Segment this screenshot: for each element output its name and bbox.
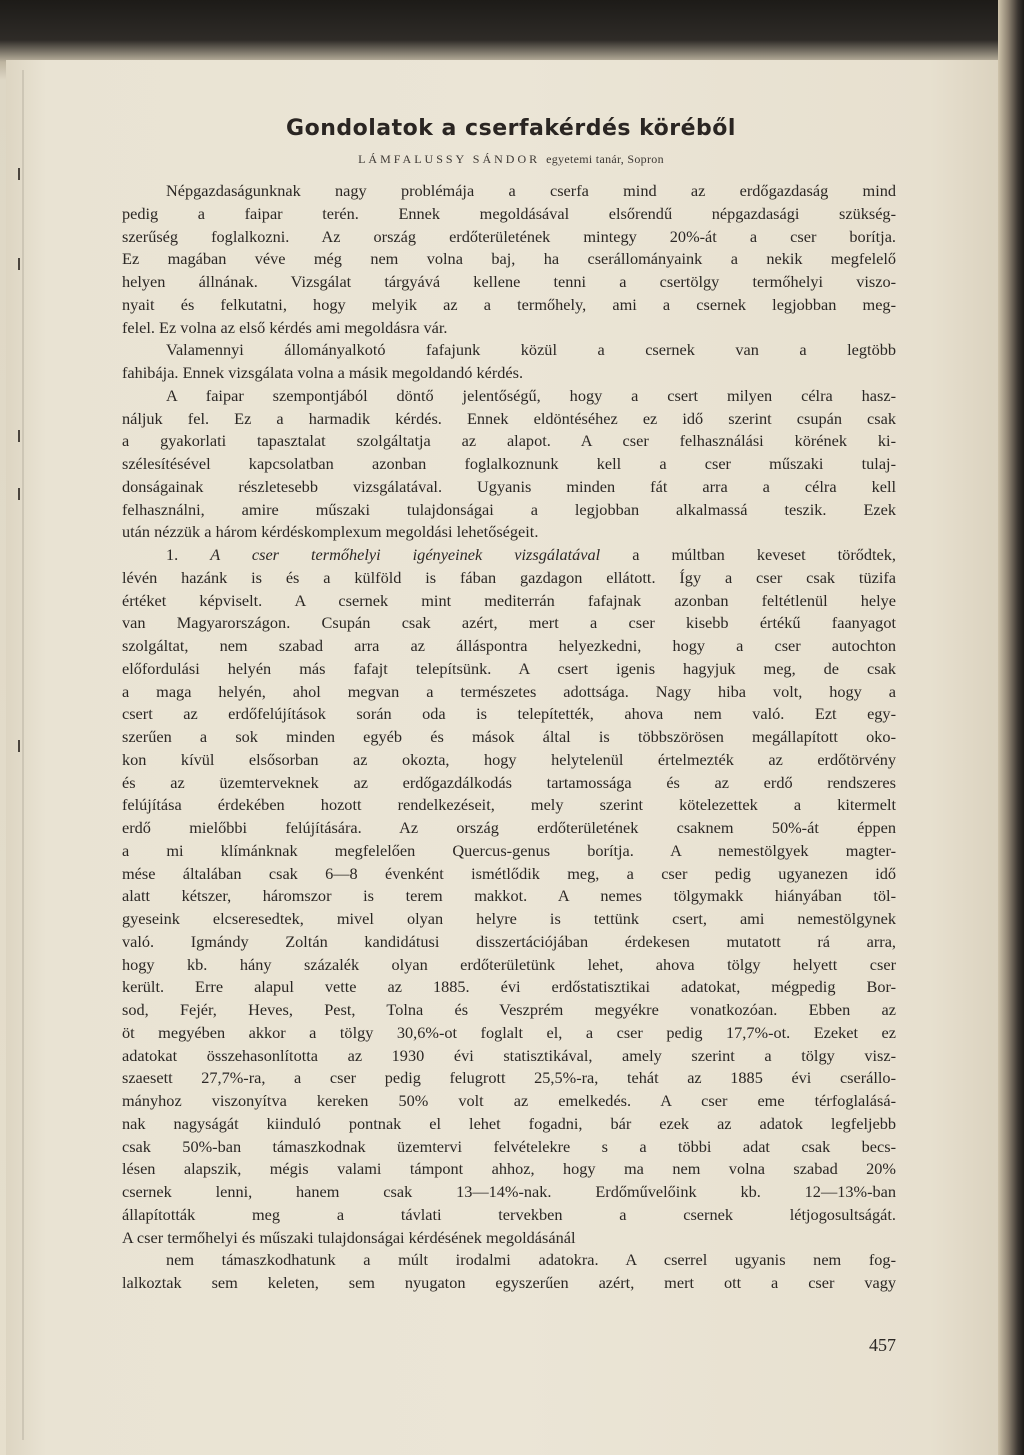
article-title: Gondolatok a cserfakérdés köréből — [286, 116, 736, 141]
text-line: Népgazdaságunknak nagy problémája a cserfa mind az erdőgazdaság mind — [166, 181, 896, 200]
article-body — [122, 180, 896, 1295]
text-line: öt megyében akkor a tölgy 30,6%-ot foglalt el, a cser pedig 17,7%-ot. Ezeket ez — [122, 1022, 896, 1042]
text-line: A faipar szempontjából döntő jelentőségű, hogy a csert milyen célra hasz- — [166, 385, 896, 405]
text-line: után nézzük a három kérdéskomplexum megoldási lehetőségeit. — [122, 522, 539, 542]
text-line: felhasználni, amire műszaki tulajdonságai a legjobban alkalmassá teszik. Ezek — [122, 499, 896, 519]
text-line: van Magyarországon. Csupán csak azért, mert a cser kisebb értékű faanyagot — [122, 613, 896, 633]
gutter-mark — [18, 168, 20, 180]
text-line: szerűség foglalkozni. Az ország erdőterületének mintegy 20%-át a cser borítja. — [122, 226, 896, 246]
text-line: Ez magában véve még nem volna baj, ha cserállományaink a nekik megfelelő — [122, 249, 896, 269]
text-line: a gyakorlati tapasztalat szolgáltatja az alapot. A cser felhasználási körének ki- — [122, 431, 896, 451]
text-line: gyeseink elcseresedtek, mivel olyan helyre is tettünk csert, ami nemestölgynek — [122, 909, 896, 928]
text-line: előfordulási helyén más fafajt telepítsünk. A csert igenis hagyjuk meg, de csak — [122, 658, 896, 678]
text-line: hogy kb. hány százalék olyan erdőterületünk lehet, ahova tölgy helyett cser — [122, 954, 896, 974]
gutter-mark — [18, 740, 20, 752]
author-name: LÁMFALUSSY SÁNDOR — [358, 152, 541, 166]
text-line: sod, Fejér, Heves, Pest, Tolna és Veszprém megyékre vonatkozóan. Ebben az — [122, 1000, 896, 1019]
text-line: csak 50%-ban támaszkodnak üzemtervi felvételekre s a többi adat csak becs- — [122, 1136, 896, 1156]
binding-edge — [22, 70, 24, 1440]
text-line: értéket képviselt. A csernek mint mediterrán fafajnak azonban feltétlenül helye — [122, 590, 896, 610]
text-line: pedig a faipar terén. Ennek megoldásával elsőrendű népgazdasági szükség- — [122, 203, 896, 223]
text-line: nem támaszkodhatunk a múlt irodalmi adatokra. A cserrel ugyanis nem fog- — [166, 1250, 896, 1270]
text-line: csert az erdőfelújítások során oda is telepítették, ahova nem való. Ezt egy- — [122, 704, 896, 724]
text-line: erdő mielőbbi felújítására. Az ország erdőterületének csaknem 50%-át éppen — [122, 818, 896, 837]
section-number: 1. — [166, 545, 179, 564]
text-line: szerűen a sok minden egyéb és mások által is többszörösen megállapított oko- — [122, 727, 896, 746]
text-line: szolgáltat, nem szabad arra az álláspontra helyezkedni, hogy a cser autochton — [122, 636, 896, 655]
text-line: adatokat összehasonlította az 1930 évi statisztikával, amely szerint a tölgy visz- — [122, 1045, 896, 1065]
text-line: felújítása érdekében hozott rendelkezéseit, mely szerint kötelezettek a kitermelt — [122, 795, 896, 815]
page-number: 457 — [869, 1335, 896, 1355]
text-line: a mi klímánknak megfelelően Quercus-genus borítja. A nemestölgyek magter- — [122, 840, 896, 860]
section-heading-rest: a múltban keveset törődtek, — [632, 545, 896, 564]
text-line: A cser termőhelyi és műszaki tulajdonságai kérdésének megoldásánál — [122, 1227, 576, 1247]
text-line: állapították meg a távlati tervekben a csernek létjogosultságát. — [122, 1204, 896, 1224]
section-heading-line — [122, 544, 896, 567]
gutter-mark — [18, 488, 20, 500]
text-line: lésen alapszik, mégis valami támpont ahhoz, hogy ma nem volna szabad 20% — [122, 1159, 896, 1179]
text-line: mányhoz viszonyítva kereken 50% volt az emelkedés. A cser eme térfoglalásá- — [122, 1091, 896, 1110]
text-line: nyait és felkutatni, hogy melyik az a termőhely, ami a csernek legjobban meg- — [122, 294, 896, 314]
text-line: való. Igmándy Zoltán kandidátusi disszertációjában érdekesen mutatott rá arra, — [122, 931, 896, 951]
text-line: Valamennyi állományalkotó fafajunk közül a csernek van a legtöbb — [166, 340, 896, 360]
gutter-mark — [18, 430, 20, 442]
text-line: lalkoztak sem keleten, sem nyugaton egyszerűen azért, mert ott a cser vagy — [122, 1273, 896, 1292]
text-line: szaesett 27,7%-ra, a cser pedig felugrott 25,5%-ra, tehát az 1885 évi cserállo- — [122, 1068, 896, 1088]
gutter-mark — [18, 258, 20, 270]
text-line: mése általában csak 6—8 évenként ismétlődik meg, a cser pedig ugyanezen idő — [122, 863, 896, 883]
text-line: a maga helyén, ahol megvan a természetes adottsága. Nagy hiba volt, hogy a — [122, 681, 896, 701]
author-byline — [0, 152, 1022, 167]
text-line: náljuk fel. Ez a harmadik kérdés. Ennek eldöntéséhez ez idő szerint csupán csak — [122, 408, 896, 428]
author-role: egyetemi tanár, Sopron — [546, 152, 664, 166]
text-line: felel. Ez volna az első kérdés ami megoldásra vár. — [122, 317, 448, 337]
text-line: fahibája. Ennek vizsgálata volna a másik megoldandó kérdés. — [122, 363, 524, 382]
section-heading: A cser termőhelyi igényeinek vizsgálatával — [210, 545, 601, 564]
text-line: alatt kétszer, háromszor is terem makkot. A nemes tölgymakk hiányában töl- — [122, 886, 896, 906]
text-line: donságainak részletesebb vizsgálatával. Ugyanis minden fát arra a célra kell — [122, 476, 896, 496]
text-line: nak nagyságát kiinduló pontnak el lehet fogadni, bár ezek az adatok legfeljebb — [122, 1113, 896, 1133]
text-line: lévén hazánk is és a külföld is fában gazdagon ellátott. Így a cser csak tüzifa — [122, 567, 896, 587]
text-line: szélesítésével kapcsolatban azonban foglalkoznunk kell a cser műszaki tulaj- — [122, 454, 896, 473]
text-line: és az üzemterveknek az erdőgazdálkodás tartamossága és az erdő rendszeres — [122, 772, 896, 792]
text-line: csernek lenni, hanem csak 13—14%-nak. Erdőművelőink kb. 12—13%-ban — [122, 1182, 896, 1201]
text-line: került. Erre alapul vette az 1885. évi erdőstatisztikai adatokat, mégpedig Bor- — [122, 977, 896, 997]
book-fold-shadow — [998, 0, 1024, 1455]
text-line: helyen állnának. Vizsgálat tárgyává kellene tenni a csertölgy termőhelyi viszo- — [122, 272, 896, 291]
text-line: kon kívül elsősorban az okozta, hogy helytelenül értelmezték az erdőtörvény — [122, 749, 896, 769]
